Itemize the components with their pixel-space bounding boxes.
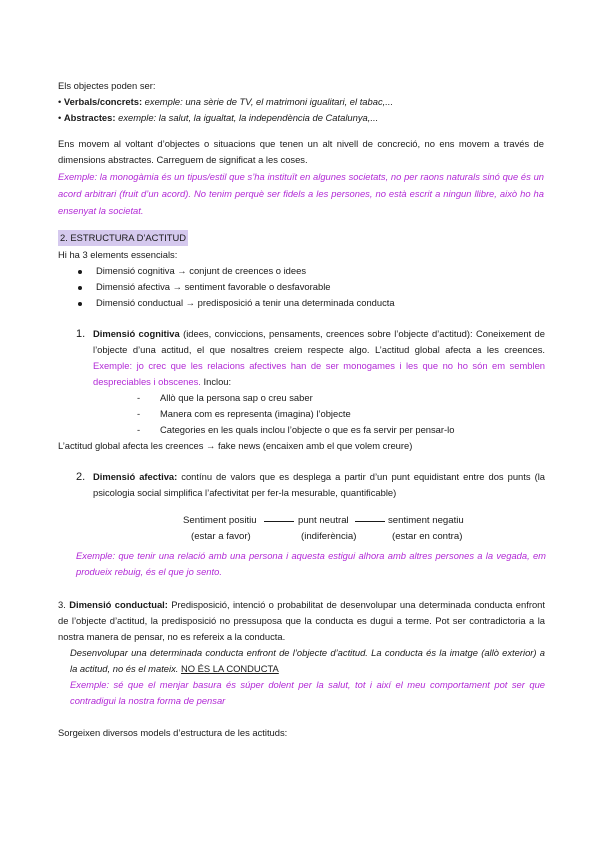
para-monogamy-example: Exemple: la monogàmia és un tipus/estil que s’ha instituït en algunes societats, no per raons naturals sinó que és un acord arbitrari (fruit d’un acord). No tenim perquè ser fidels a les persones, no està escrit a ningun llibre, això ho ha ensenyat la societat. xyxy=(58,171,544,216)
intro-item-concrete xyxy=(58,94,393,110)
affective-text: contínu de valors que es desplega a partir d’un punt equidistant entre dos punts (la psicologia social simplifica l’afectivitat per fer-la mesurable, quantificable) xyxy=(93,471,545,498)
dash: - xyxy=(137,408,141,419)
continuum-left-sublabel: (estar a favor) xyxy=(191,531,251,542)
abstract-label: Abstractes: xyxy=(63,112,116,123)
intro-line: Els objectes poden ser: xyxy=(58,80,156,91)
behavioural-text: Predisposició, intenció o probabilitat de desenvolupar una determinada conducta enfront de l’objecte d’actitud, la predisposició no pressuposa que la conducta es dugui a terme. Pot ser contradictoria a la nostra manera de pensar, no es refereix a la conducta. xyxy=(58,599,545,642)
behavioural-number: 3. xyxy=(58,599,66,610)
affective-example: Exemple: que tenir una relació amb una persona i aquesta estigui alhora amb altres persones a la vegada, em produeix rebuig, és el que jo sento. xyxy=(76,550,546,577)
cognitive-text: (idees, conviccions, pensaments, creences sobre l’objecte d’actitud): Coneixement de l’objecte d’una actitud, el que nosaltres creiem respecte algo. L’actitud global afecta a les creences. xyxy=(93,328,545,355)
continuum-line xyxy=(264,521,294,522)
behavioural-note xyxy=(70,645,545,677)
dash: - xyxy=(137,392,141,403)
bullet-dot xyxy=(78,302,82,306)
para-concretion: Ens movem al voltant d’objectes o situacions que tenen un alt nivell de concreció, no ens movem a través de dimensions abstractes. Carreguem de significat a les coses. xyxy=(58,138,544,165)
closing-line: Sorgeixen diversos models d’estructura de les actituds: xyxy=(58,727,288,738)
not-behaviour-emphasis: NO ÉS LA CONDUCTA xyxy=(181,663,279,674)
continuum-right-label: sentiment negatiu xyxy=(388,515,464,526)
affective-paragraph xyxy=(93,469,545,501)
affective-title: Dimensió afectiva: xyxy=(93,471,178,482)
section-heading: 2. ESTRUCTURA D’ACTITUD xyxy=(58,230,188,246)
cognitive-sub-2: Manera com es representa (imagina) l’objecte xyxy=(160,408,351,419)
cognitive-sub-3: Categories en les quals inclou l’objecte o que es fa servir per pensar-lo xyxy=(160,424,455,435)
concrete-example: exemple: una sèrie de TV, el matrimoni igualitari, el tabac,... xyxy=(142,96,394,107)
cognitive-includes: Inclou: xyxy=(200,376,232,387)
cognitive-number: 1. xyxy=(76,328,86,340)
behavioural-title: Dimensió conductual: xyxy=(69,599,168,610)
behavioural-paragraph xyxy=(58,597,545,645)
behavioural-example: Exemple: sé que el menjar basura és súper dolent per la salut, tot i així el meu comportament pot ser que contradigui la nostra forma de pensar xyxy=(70,679,545,706)
affect-continuum-diagram xyxy=(183,513,473,547)
continuum-mid-sublabel: (indiferència) xyxy=(301,531,357,542)
bullet-dot xyxy=(78,286,82,290)
bullet-cognitive: Dimensió cognitiva → conjunt de creences o idees xyxy=(96,265,307,276)
continuum-right-sublabel: (estar en contra) xyxy=(392,531,463,542)
continuum-line xyxy=(355,521,385,522)
continuum-mid-label: punt neutral xyxy=(298,515,349,526)
cognitive-global: L’actitud global afecta les creences → fake news (encaixen amb el que volem creure) xyxy=(58,440,413,451)
bullet-symbol: • xyxy=(58,96,62,107)
cognitive-example: Exemple: jo crec que les relacions afectives han de ser monogames i les que no ho són em semblen despreciables i obscenes. xyxy=(93,360,545,387)
section-intro: Hi ha 3 elements essencials: xyxy=(58,249,178,260)
continuum-left-label: Sentiment positiu xyxy=(183,515,257,526)
cognitive-sub-1: Allò que la persona sap o creu saber xyxy=(160,392,313,403)
dash: - xyxy=(137,424,141,435)
cognitive-paragraph xyxy=(93,326,545,390)
cognitive-title: Dimensió cognitiva xyxy=(93,328,180,339)
concrete-label: Verbals/concrets: xyxy=(63,96,143,107)
behavioural-note-text: Desenvolupar una determinada conducta enfront de l’objecte d’actitud. La conducta és la imatge (allò exterior) a la actitud, no és el mateix. xyxy=(70,647,545,674)
bullet-symbol: • xyxy=(58,112,62,123)
intro-item-abstract xyxy=(58,110,378,126)
bullet-dot xyxy=(78,270,82,274)
affective-number: 2. xyxy=(76,471,86,483)
bullet-behavioural: Dimensió conductual → predisposició a tenir una determinada conducta xyxy=(96,297,395,308)
bullet-affective: Dimensió afectiva → sentiment favorable o desfavorable xyxy=(96,281,331,292)
abstract-example: exemple: la salut, la igualtat, la independència de Catalunya,... xyxy=(115,112,379,123)
